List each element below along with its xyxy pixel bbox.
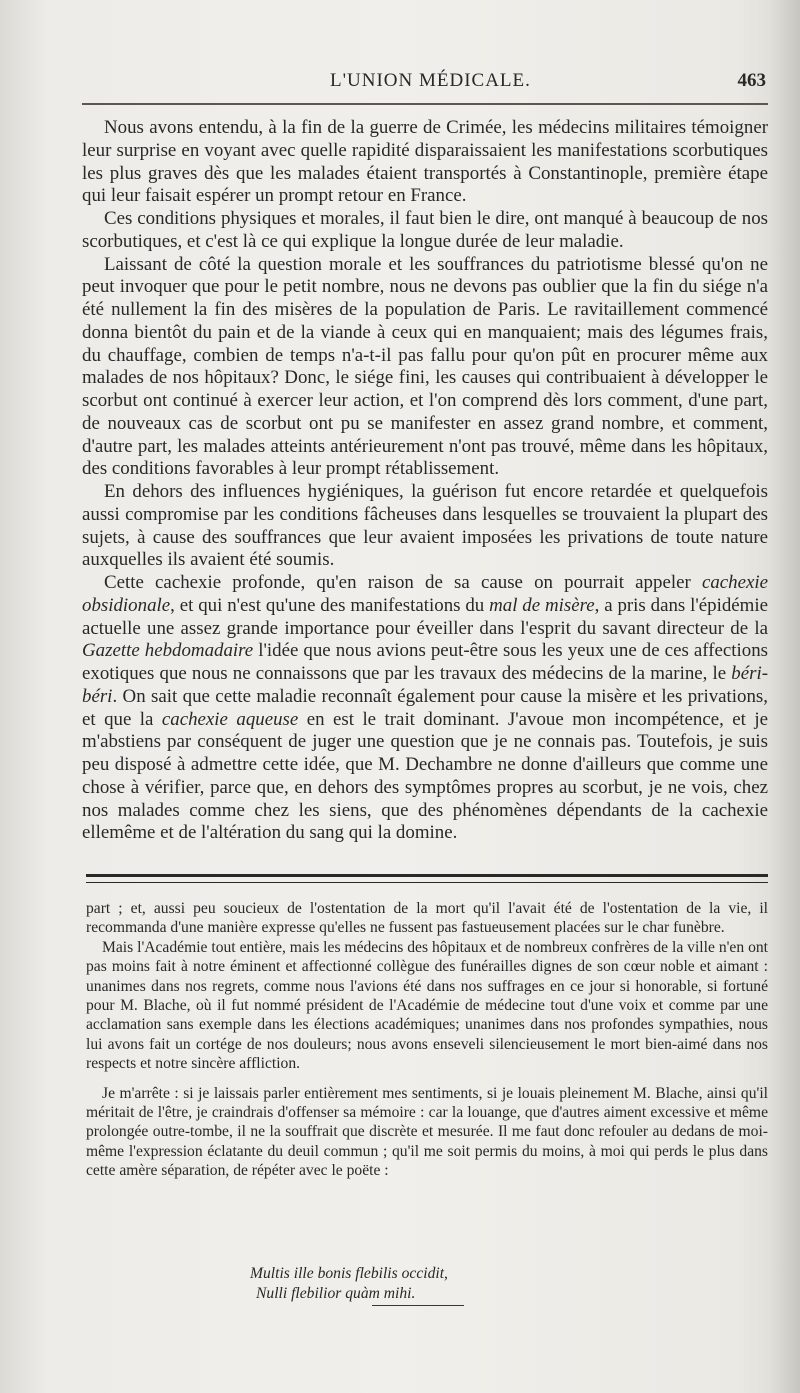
header-rule	[82, 103, 768, 105]
paragraph-5-text-e: . On sait que cette maladie reconnaît également pour cause la misère et les privations, et que la	[82, 685, 768, 730]
page-number: 463	[737, 70, 766, 91]
term-cachexie-obsidionale: cachexie obsidionale	[82, 572, 768, 616]
page-header	[80, 70, 770, 100]
paragraph-5-text-b: , et qui n'est qu'une des manifestations du	[170, 594, 490, 616]
paragraph-5	[82, 572, 768, 845]
term-beri-beri: béri-béri	[82, 663, 768, 707]
footer-paragraph-3: Je m'arrête : si je laissais parler entièrement mes sentiments, si je louais pleinement M. Blache, ainsi qu'il méritait de l'être, je craindrais d'offenser sa mémoire : car la louange, que d'autres aiment excessive et même prolongée outre-tombe, il ne la souffrait que discrète et mesurée. Il me faut donc refouler au dedans de moi-même l'expression éclatante du deuil commun ; qu'il me soit permis du moins, à moi qui perds le plus dans cette amère séparation, de répéter avec le poëte :	[86, 1084, 768, 1180]
paragraph-5-text-a: Cette cachexie profonde, qu'en raison de sa cause on pourrait appeler	[104, 572, 702, 593]
paragraph-4: En dehors des influences hygiéniques, la guérison fut encore retardée et quelquefois aussi compromise par les conditions fâcheuses dans lesquelles se trouvaient la plupart des sujets, à cause des souffrances que leur avaient imposées les privations de toute nature auxquelles ils avaient été soumis.	[82, 481, 768, 571]
main-article	[82, 117, 768, 845]
feuilleton-section	[86, 899, 768, 1181]
paragraph-3: Laissant de côté la question morale et les souffrances du patriotisme blessé qu'on ne peut invoquer que pour le petit nombre, nous ne devons pas oublier que la fin du siége n'a été nullement la fin des misères de la population de Paris. Le ravitaillement commencé donna bientôt du pain et de la viande à ceux qui en manquaient; mais des légumes frais, du chauffage, combien de temps n'a-t-il pas fallu pour qu'on pût en procurer même aux malades de nos hôpitaux? Donc, le siége fini, les causes qui contribuaient à développer le scorbut ont continué à exercer leur action, et l'on comprend dès lors comment, d'une part, de nouveaux cas de scorbut ont pu se manifester en assez grand nombre, et comment, d'autre part, les malades atteints antérieurement n'ont pas trouvé, même dans les hôpitaux, des conditions favorables à leur prompt rétablissement.	[82, 253, 768, 480]
paragraph-5-text-c: , a pris dans l'épidémie actuelle une assez grande importance pour éveiller dans l'esprit du savant directeur de la	[82, 594, 768, 639]
paragraph-5-text-d: l'idée que nous avions peut-être sous les yeux une de ces affections exotiques que nous ne connaissons que par les travaux des médecins de la marine, le	[82, 640, 768, 684]
paragraph-2: Ces conditions physiques et morales, il faut bien le dire, ont manqué à beaucoup de nos scorbutiques, et c'est là ce qui explique la longue durée de leur maladie.	[82, 208, 768, 252]
quote-line-1: Multis ille bonis flebilis occidit,	[250, 1265, 448, 1282]
poem-quote	[250, 1264, 550, 1304]
footer-paragraph-1: part ; et, aussi peu soucieux de l'ostentation de la mort qu'il l'avait été de l'ostentation de la vie, il recommanda d'une manière expresse qu'elles ne fussent pas fastueusement placées sur le char funèbre.	[86, 900, 768, 937]
footer-paragraph-2: Mais l'Académie tout entière, mais les médecins des hôpitaux et de nombreux confrères de la ville n'en ont pas moins fait à notre éminent et affectionné collègue des funérailles dignes de son cœur noble et aimant : unanimes dans nos regrets, comme nous l'avions été dans nos suffrages en ce jour si honorable, si fortuné pour M. Blache, où il fut nommé président de l'Académie de médecine tout d'une voix et comme par une acclamation sans exemple dans les élections académiques; unanimes dans nos profondes sympathies, nous lui avons fait un cortége de nos douleurs; nous avons enseveli silencieusement le mort bien-aimé dans nos respects et notre sincère affliction.	[86, 938, 768, 1073]
paragraph-5-text-f: en est le trait dominant. J'avoue mon incompétence, et je m'abstiens par conséquent de juger une question que je ne connais pas. Toutefois, je suis peu disposé à admettre cette idée, que M. Dechambre ne donne d'ailleurs que comme une chose à vérifier, parce que, en dehors des symptômes propres au scorbut, je ne vois, chez nos malades comme chez les siens, que des phénomènes dépendants de la cachexie ellemême et de l'altération du sang qui la domine.	[82, 708, 768, 844]
section-divider	[86, 874, 768, 883]
quote-rule	[372, 1305, 464, 1306]
page-edge-shadow	[770, 0, 800, 1393]
paragraph-1: Nous avons entendu, à la fin de la guerre de Crimée, les médecins militaires témoigner leur surprise en voyant avec quelle rapidité disparaissaient les manifestations scorbutiques les plus graves dès que les malades étaient transportés à Constantinople, première étape qui leur faisait espérer un prompt retour en France.	[82, 117, 768, 207]
quote-line-2: Nulli flebilior quàm mihi.	[256, 1285, 416, 1302]
term-cachexie-aqueuse: cachexie aqueuse	[161, 708, 299, 730]
term-mal-de-misere: mal de misère	[489, 594, 595, 616]
term-gazette-hebdomadaire: Gazette hebdomadaire	[82, 640, 254, 662]
running-head: L'UNION MÉDICALE.	[330, 70, 531, 91]
